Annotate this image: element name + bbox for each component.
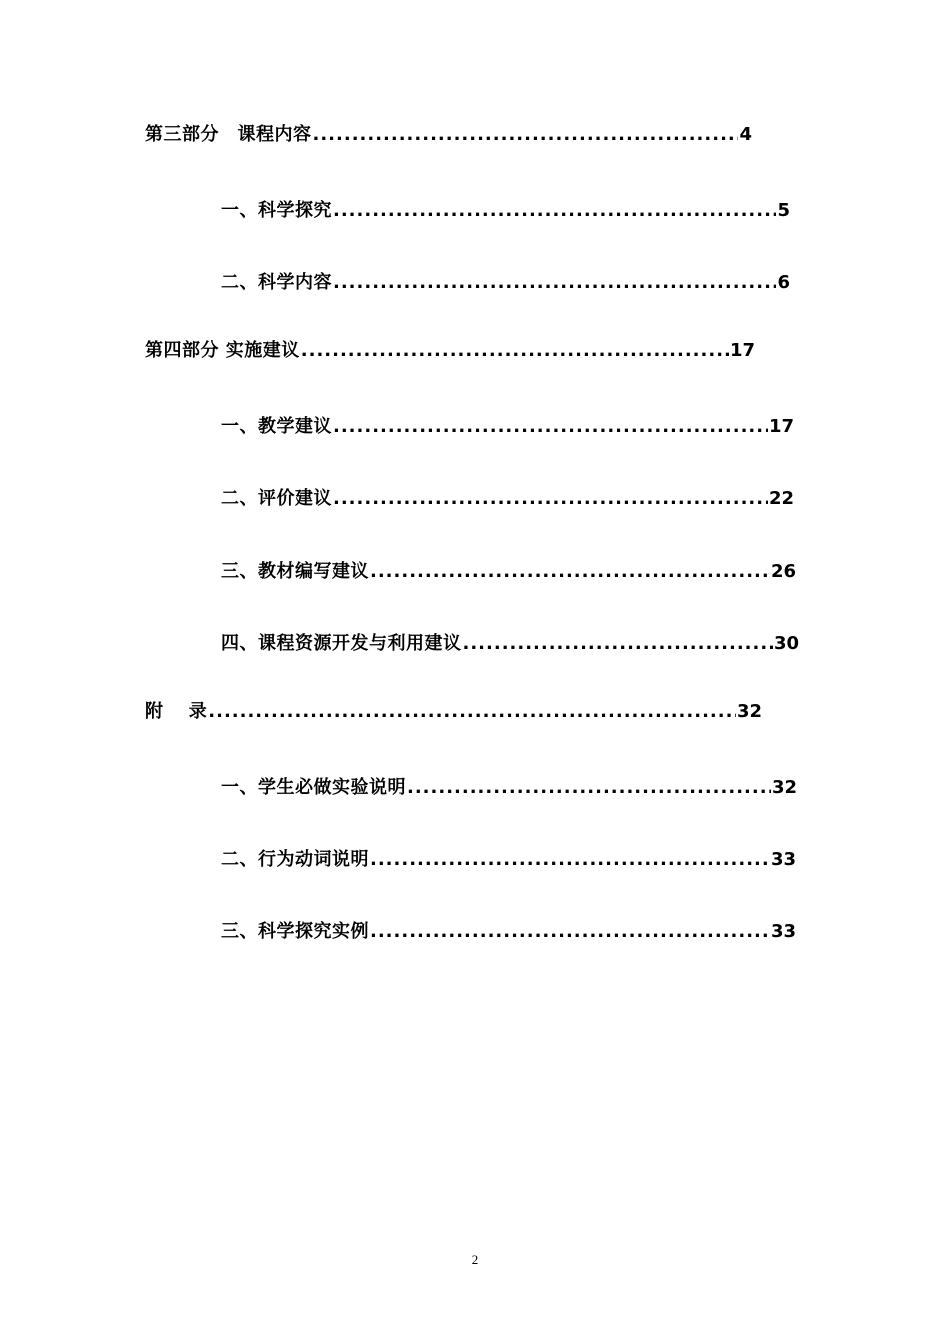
toc-dot-leader — [370, 845, 770, 875]
toc-dot-leader — [208, 697, 736, 727]
toc-entry-label: 一、科学探究 — [221, 200, 332, 221]
toc-entry-label: 三、科学探究实例 — [221, 921, 369, 942]
toc-entry-page: 32 — [736, 701, 762, 722]
toc-entry-evaluation-suggestions[interactable] — [221, 484, 794, 514]
toc-entry-label: 三、教材编写建议 — [221, 561, 369, 582]
toc-dot-leader — [333, 196, 776, 226]
toc-entry-inquiry-examples[interactable] — [221, 917, 796, 947]
toc-entry-appendix[interactable] — [145, 697, 762, 727]
toc-entry-label: 附 录 — [145, 701, 208, 722]
toc-entry-resource-suggestions[interactable] — [221, 629, 799, 659]
toc-entry-page: 5 — [777, 200, 790, 221]
toc-entry-label: 一、学生必做实验说明 — [221, 777, 406, 798]
toc-entry-part-3[interactable] — [145, 120, 752, 150]
toc-entry-page: 32 — [771, 777, 797, 798]
toc-entry-part-4[interactable] — [145, 336, 755, 366]
toc-entry-label: 第四部分 实施建议 — [145, 340, 300, 361]
toc-dot-leader — [370, 557, 770, 587]
toc-dot-leader — [463, 629, 773, 659]
toc-dot-leader — [407, 773, 771, 803]
page-number: 2 — [471, 1252, 479, 1267]
toc-entry-behavior-verbs[interactable] — [221, 845, 796, 875]
toc-dot-leader — [370, 917, 770, 947]
toc-entry-label: 二、行为动词说明 — [221, 849, 369, 870]
toc-entry-textbook-suggestions[interactable] — [221, 557, 796, 587]
toc-entry-label: 二、科学内容 — [221, 272, 332, 293]
toc-entry-page: 22 — [768, 488, 794, 509]
toc-entry-page: 26 — [770, 561, 796, 582]
toc-dot-leader — [333, 484, 768, 514]
toc-entry-page: 33 — [770, 849, 796, 870]
toc-entry-required-experiments[interactable] — [221, 773, 797, 803]
toc-entry-scientific-content[interactable] — [221, 268, 790, 298]
toc-entry-scientific-inquiry[interactable] — [221, 196, 790, 226]
toc-entry-label: 一、教学建议 — [221, 416, 332, 437]
toc-dot-leader — [333, 268, 776, 298]
toc-entry-teaching-suggestions[interactable] — [221, 412, 794, 442]
toc-entry-label: 二、评价建议 — [221, 488, 332, 509]
toc-entry-page: 17 — [729, 340, 755, 361]
toc-entry-page: 6 — [777, 272, 790, 293]
toc-entry-page: 33 — [770, 921, 796, 942]
toc-dot-leader — [313, 120, 739, 150]
toc-dot-leader — [301, 336, 729, 366]
toc-dot-leader — [333, 412, 768, 442]
toc-entry-label: 第三部分 课程内容 — [145, 124, 312, 145]
toc-entry-page: 17 — [768, 416, 794, 437]
toc-entry-page: 30 — [773, 633, 799, 654]
toc-entry-label: 四、课程资源开发与利用建议 — [221, 633, 462, 654]
toc-entry-page: 4 — [739, 124, 752, 145]
